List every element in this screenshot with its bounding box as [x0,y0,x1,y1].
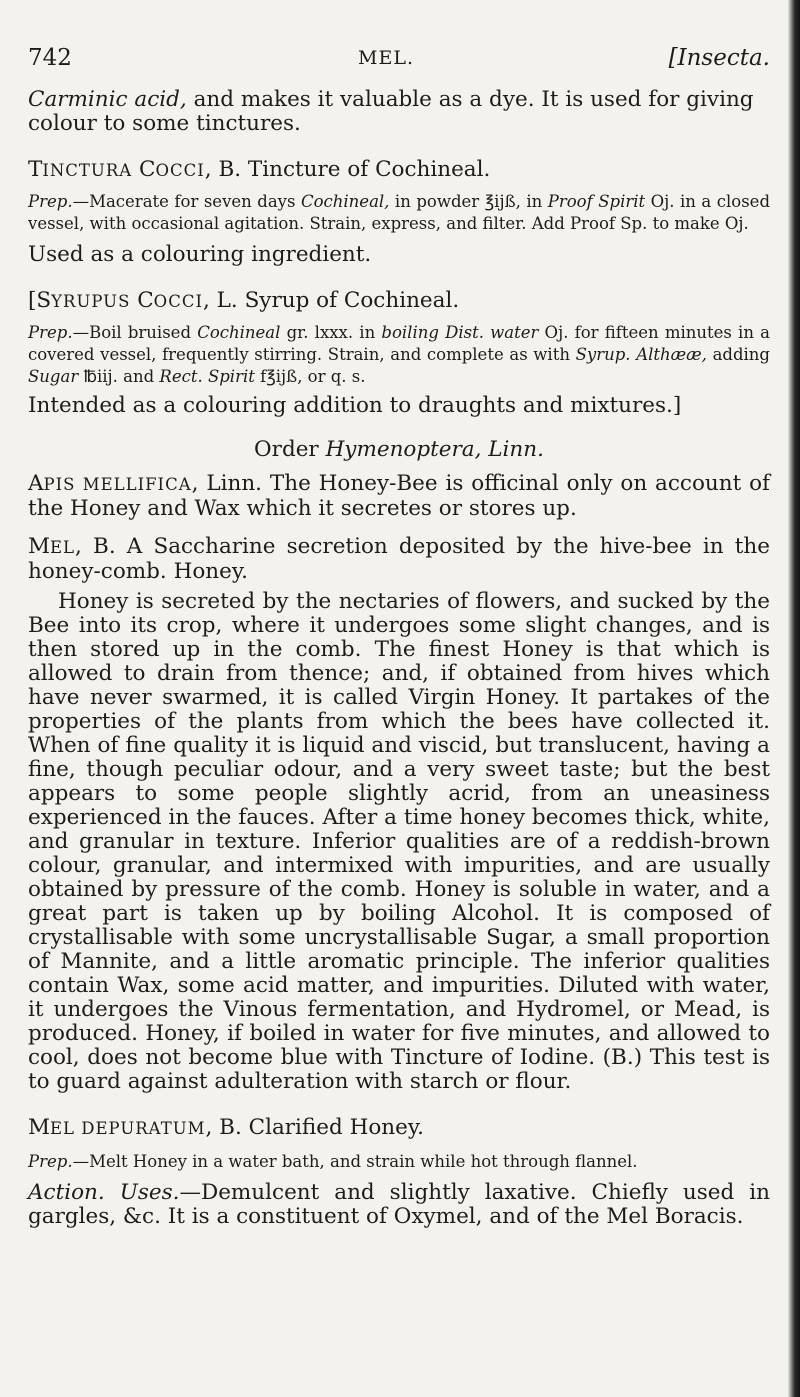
action-uses: Action. Uses.—Demulcent and slightly laxative. Chiefly used in gargles, &c. It is a constituent of Oxymel, and of the Mel Boracis. [28,1180,770,1229]
binding-edge [788,0,800,1397]
carminic-paragraph: Carminic acid, and makes it valuable as a dye. It is used for giving colour to some tinctures. [28,87,754,136]
mel-body: Honey is secreted by the nectaries of flowers, and sucked by the Bee into its crop, where it undergoes some slight changes, and is then stored up in the comb. The finest Honey is that which is allowed to drain from thence; and, if obtained from hives which have never swarmed, it is called Virgin Honey. It partakes of the properties of the plants from which the bees have collected it. When of fine quality it is liquid and viscid, but translucent, having a fine, though peculiar odour, and a very sweet taste; but the best appears to some people slightly acrid, from an uneasiness experienced in the fauces. After a time honey becomes thick, white, and granular in texture. Inferior qualities are of a reddish-brown colour, granular, and intermixed with impurities, and are usually obtained by pressure of the comb. Honey is soluble in water, and a great part is taken up by boiling Alcohol. It is composed of crystallisable with some uncrystallisable Sugar, a small proportion of Mannite, and a little aromatic principle. The inferior qualities contain Wax, some acid matter, and impurities. Diluted with water, it undergoes the Vinous fermentation, and Hydromel, or Mead, is produced. Honey, if boiled in water for five minutes, and allowed to cool, does not become blue with Tincture of Iodine. (B.) This test is to guard against adulteration with starch or flour. [28,589,770,1094]
syrupus-heading: [SYRUPUS COCCI, L. Syrup of Cochineal. [28,288,460,313]
syrupus-prep: Prep.—Boil bruised Cochineal gr. lxxx. in boiling Dist. water Oj. for fifteen minutes in a covered vessel, frequently stirring. Strain, and complete as with Syrup. Althææ, adding Sugar ℔iij. and Rect. Spirit f℥ijß, or q. s. [28,323,770,386]
page-body [28,88,770,1229]
mel-heading: MEL, B. A Saccharine secretion deposited by the hive-bee in the honey-comb. Honey. [28,534,770,584]
syrupus-use: Intended as a colouring addition to draughts and mixtures.] [28,393,682,418]
tinctura-use: Used as a colouring ingredient. [28,242,372,267]
section-label: [Insecta. [668,45,770,71]
mel-depuratum-prep: Prep.—Melt Honey in a water bath, and strain while hot through flannel. [28,1152,638,1171]
mel-depuratum-heading: MEL DEPURATUM, B. Clarified Honey. [28,1115,424,1140]
tinctura-prep: Prep.—Macerate for seven days Cochineal, in powder ℥ijß, in Proof Spirit Oj. in a closed vessel, with occasional agitation. Strain, express, and filter. Add Proof Sp. to make Oj. [28,192,771,233]
apis-paragraph: APIS MELLIFICA, Linn. The Honey-Bee is officinal only on account of the Honey and Wax which it secretes or stores up. [28,471,770,521]
page-header [28,38,770,78]
order-heading: Order Hymenoptera, Linn. [254,437,544,462]
page-number: 742 [28,45,72,71]
tinctura-heading: TINCTURA COCCI, B. Tincture of Cochineal. [28,157,491,182]
running-head: MEL. [358,47,414,69]
